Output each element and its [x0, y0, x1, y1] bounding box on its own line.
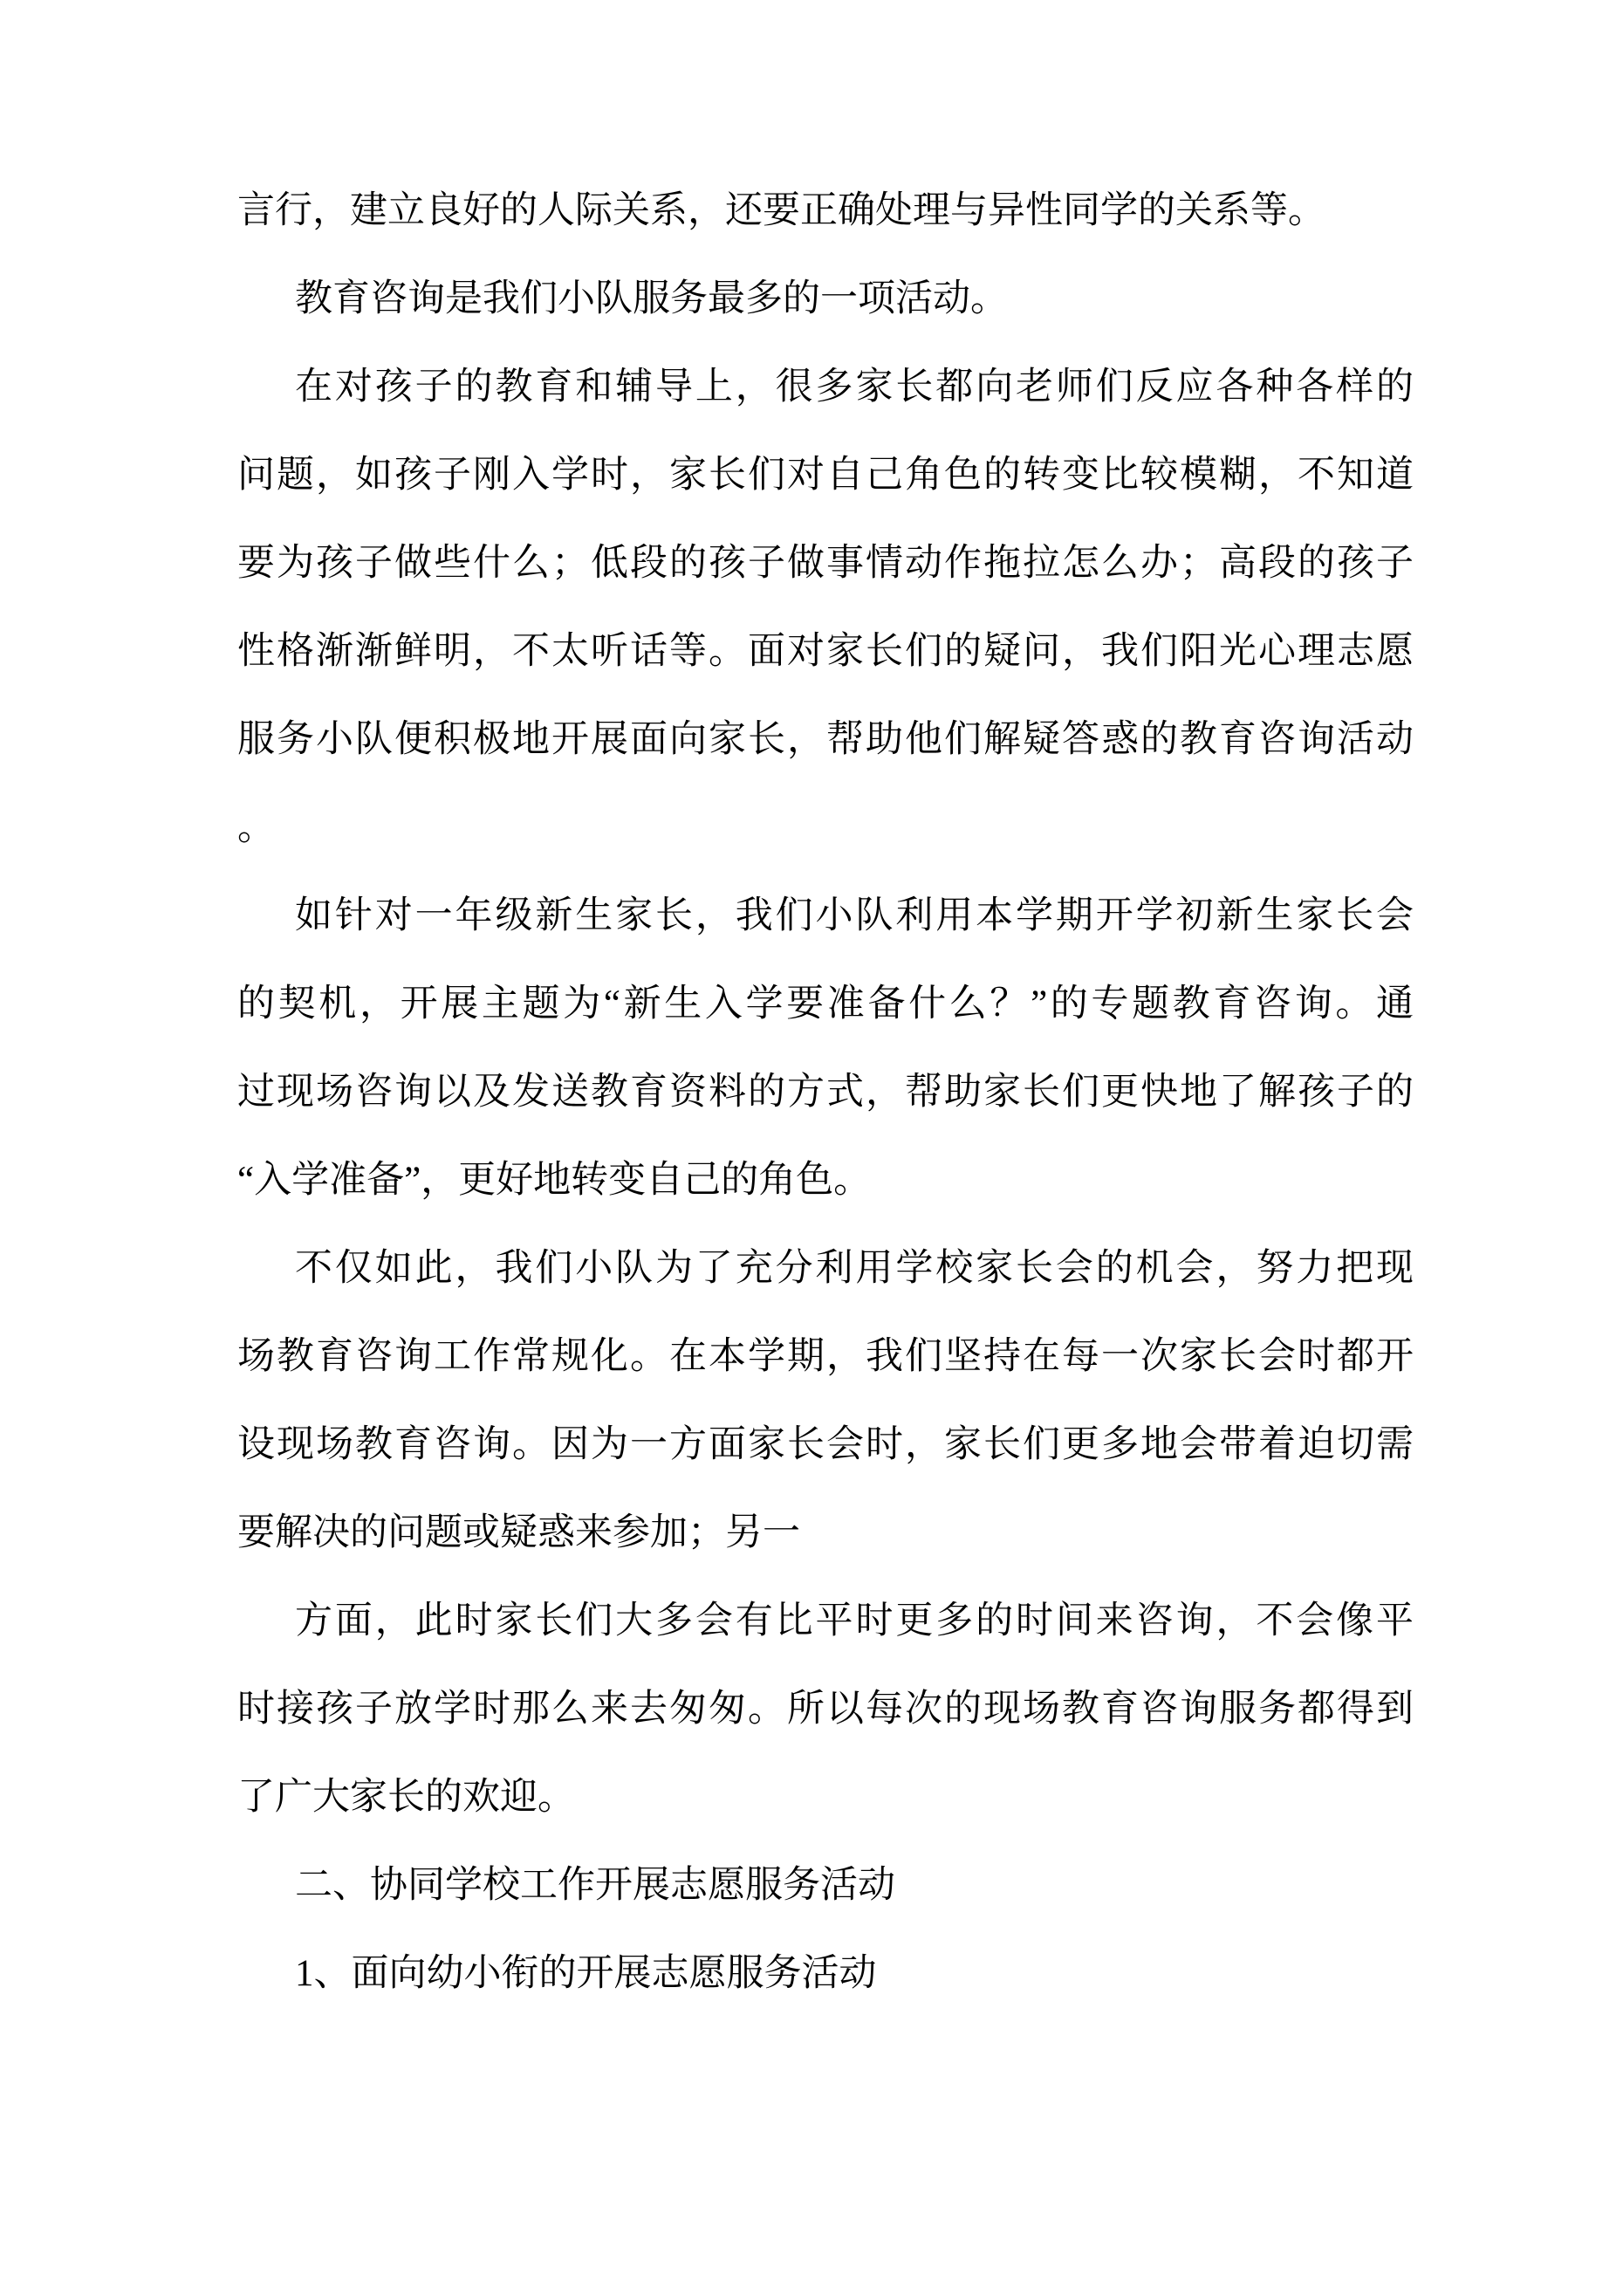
text-line: 时接孩子放学时那么来去匆匆。所以每次的现场教育咨询服务都得到	[237, 1689, 1414, 1730]
text-line: 如针对一年级新生家长，我们小队利用本学期开学初新生家长会	[295, 895, 1414, 936]
text-line: 教育咨询是我们小队服务最多的一项活动。	[295, 278, 1008, 319]
text-line: 要解决的问题或疑惑来参加；另一	[237, 1512, 800, 1553]
text-line: 问题，如孩子刚入学时，家长们对自己角色的转变比较模糊，不知道	[237, 455, 1414, 496]
text-line: “入学准备”，更好地转变自己的角色。	[237, 1160, 872, 1201]
document-text-body	[237, 167, 1414, 2018]
text-line: 要为孩子做些什么；低段的孩子做事情动作拖拉怎么办；高段的孩子	[237, 543, 1414, 584]
text-line: 言行，建立良好的人际关系，还要正确处理与异性同学的关系等。	[237, 190, 1325, 231]
text-line: 过现场咨询以及发送教育资料的方式，帮助家长们更快地了解孩子的	[237, 1072, 1414, 1113]
text-line: 。	[237, 807, 275, 848]
text-line: 服务小队便积极地开展面向家长，帮助他们解疑答惑的教育咨询活动	[237, 719, 1414, 760]
text-line: 1、面向幼小衔的开展志愿服务活动	[295, 1953, 877, 1994]
text-line: 的契机，开展主题为“新生入学要准备什么？”的专题教育咨询。通	[237, 984, 1414, 1025]
text-line: 设现场教育咨询。因为一方面家长会时，家长们更多地会带着迫切需	[237, 1424, 1414, 1465]
text-line: 场教育咨询工作常规化。在本学期，我们坚持在每一次家长会时都开	[237, 1336, 1414, 1377]
text-line: 性格渐渐鲜明，不太听话等。面对家长们的疑问，我们阳光心理志愿	[237, 631, 1414, 672]
text-line: 方面，此时家长们大多会有比平时更多的时间来咨询，不会像平	[295, 1600, 1414, 1641]
text-line: 了广大家长的欢迎。	[237, 1777, 575, 1818]
text-line: 在对孩子的教育和辅导上，很多家长都向老师们反应各种各样的	[295, 367, 1414, 408]
text-line: 不仅如此，我们小队为了充分利用学校家长会的机会，努力把现	[295, 1248, 1414, 1289]
text-line: 二、协同学校工作开展志愿服务活动	[295, 1865, 895, 1906]
